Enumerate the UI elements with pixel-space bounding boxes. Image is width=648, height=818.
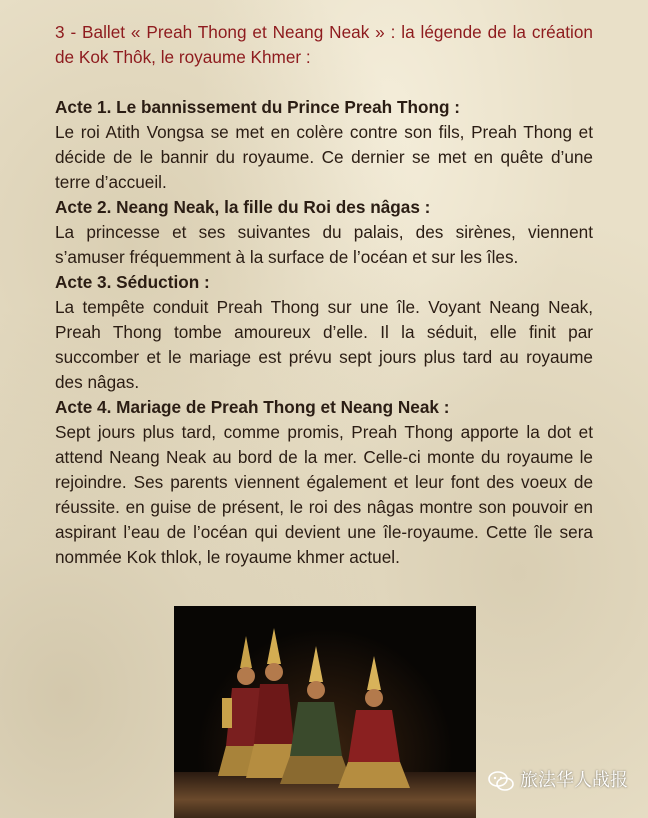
act-4-body: Sept jours plus tard, comme promis, Preah Thong apporte la dot et attend Neang Neak au bord de la mer. Celle-ci monte du royaume le rejoindre. Ses parents viennent également et leur font des voeux de réussite. en guise de présent, le roi des nâgas montre son pouvoir en aspirant l’eau de l’océan qui devient une île-royaume. Cette île sera nommée Kok thlok, le royaume khmer actuel. <box>55 422 593 567</box>
act-1-body: Le roi Atith Vongsa se met en colère contre son fils, Preah Thong et décide de le bannir du royaume. Ce dernier se met en quête d’une terre d’accueil. <box>55 122 593 192</box>
section-title: 3 - Ballet « Preah Thong et Neang Neak » : la légende de la création de Kok Thôk, le royaume Khmer : <box>55 22 593 67</box>
act-3-heading: Acte 3. Séduction : <box>55 272 210 292</box>
wechat-icon <box>488 770 514 792</box>
watermark <box>488 770 628 792</box>
ballet-photo <box>174 606 476 818</box>
dancers-illustration <box>174 606 476 818</box>
act-4-heading: Acte 4. Mariage de Preah Thong et Neang Neak : <box>55 397 450 417</box>
act-1-heading: Acte 1. Le bannissement du Prince Preah Thong : <box>55 97 460 117</box>
article <box>55 20 593 570</box>
dancer-4 <box>338 656 410 788</box>
spacer <box>55 70 593 95</box>
watermark-text: 旅法华人战报 <box>520 770 628 791</box>
act-2-body: La princesse et ses suivantes du palais, des sirènes, viennent s’amuser fréquemment à la surface de l’océan et sur les îles. <box>55 222 593 267</box>
act-2-heading: Acte 2. Neang Neak, la fille du Roi des nâgas : <box>55 197 431 217</box>
act-3-body: La tempête conduit Preah Thong sur une île. Voyant Neang Neak, Preah Thong tombe amoureux d’elle. Il la séduit, elle finit par succomber et le mariage est prévu sept jours plus tard au royaume des nâgas. <box>55 297 593 392</box>
